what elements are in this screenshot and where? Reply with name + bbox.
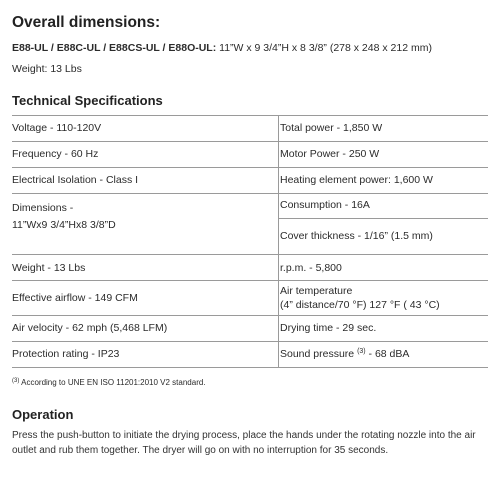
spec-consumption: Consumption - 16A [280,199,370,211]
spec-isolation: Electrical Isolation - Class I [12,174,139,186]
table-rule [12,367,488,368]
footnote-ref: (3) [357,348,366,355]
sound-pressure-value: - 68 dBA [365,348,410,360]
model-list: E88-UL / E88C-UL / E88CS-UL / E88O-UL: [12,42,217,54]
footnote-marker: (3) [12,378,20,384]
spec-air-velocity: Air velocity - 62 mph (5,468 LFM) [12,322,168,334]
spec-frequency: Frequency - 60 Hz [12,148,99,160]
technical-specifications-heading: Technical Specifications [12,93,163,108]
table-rule [12,280,488,281]
spec-air-temperature-value: (4” distance/70 °F) 127 °F ( 43 °C) [280,299,440,311]
operation-heading: Operation [12,407,74,422]
footnote-text: According to UNE EN ISO 11201:2010 V2 standard. [19,378,206,387]
spec-table [12,115,488,368]
table-rule [12,167,488,168]
table-rule [12,193,488,194]
overall-weight: Weight: 13 Lbs [12,63,82,75]
spec-motor-power: Motor Power - 250 W [280,148,380,160]
footnote [12,378,206,387]
table-rule [12,254,488,255]
table-rule [12,141,488,142]
spec-protection: Protection rating - IP23 [12,348,120,360]
spec-dimensions-label: Dimensions - [12,202,74,214]
spec-total-power: Total power - 1,850 W [280,122,383,134]
spec-heating-power: Heating element power: 1,600 W [280,174,433,186]
table-rule [278,218,488,219]
spec-drying-time: Drying time - 29 sec. [280,322,377,334]
spec-weight: Weight - 13 Lbs [12,262,86,274]
spec-voltage: Voltage - 110-120V [12,122,102,134]
dimensions-value: 11”W x 9 3/4”H x 8 3/8” (278 x 248 x 212 mm) [216,42,432,54]
table-rule [12,341,488,342]
spec-sound-pressure [280,347,409,361]
sound-pressure-label: Sound pressure [280,348,358,360]
spec-air-temperature-label: Air temperature [280,285,353,297]
overall-dimensions-line [12,42,432,54]
spec-rpm: r.p.m. - 5,800 [280,262,342,274]
spec-dimensions-value: 11”Wx9 3/4”Hx8 3/8”D [12,219,116,231]
column-divider [278,115,279,368]
spec-airflow: Effective airflow - 149 CFM [12,292,138,304]
operation-description: Press the push-button to initiate the drying process, place the hands under the rotating nozzle into the air outlet and rub them together. The dryer will go on with no interruption for 35 seconds. [12,430,476,456]
table-rule [12,115,488,116]
spec-cover-thickness: Cover thickness - 1/16” (1.5 mm) [280,230,433,242]
table-rule [12,315,488,316]
overall-dimensions-heading: Overall dimensions: [12,14,161,31]
